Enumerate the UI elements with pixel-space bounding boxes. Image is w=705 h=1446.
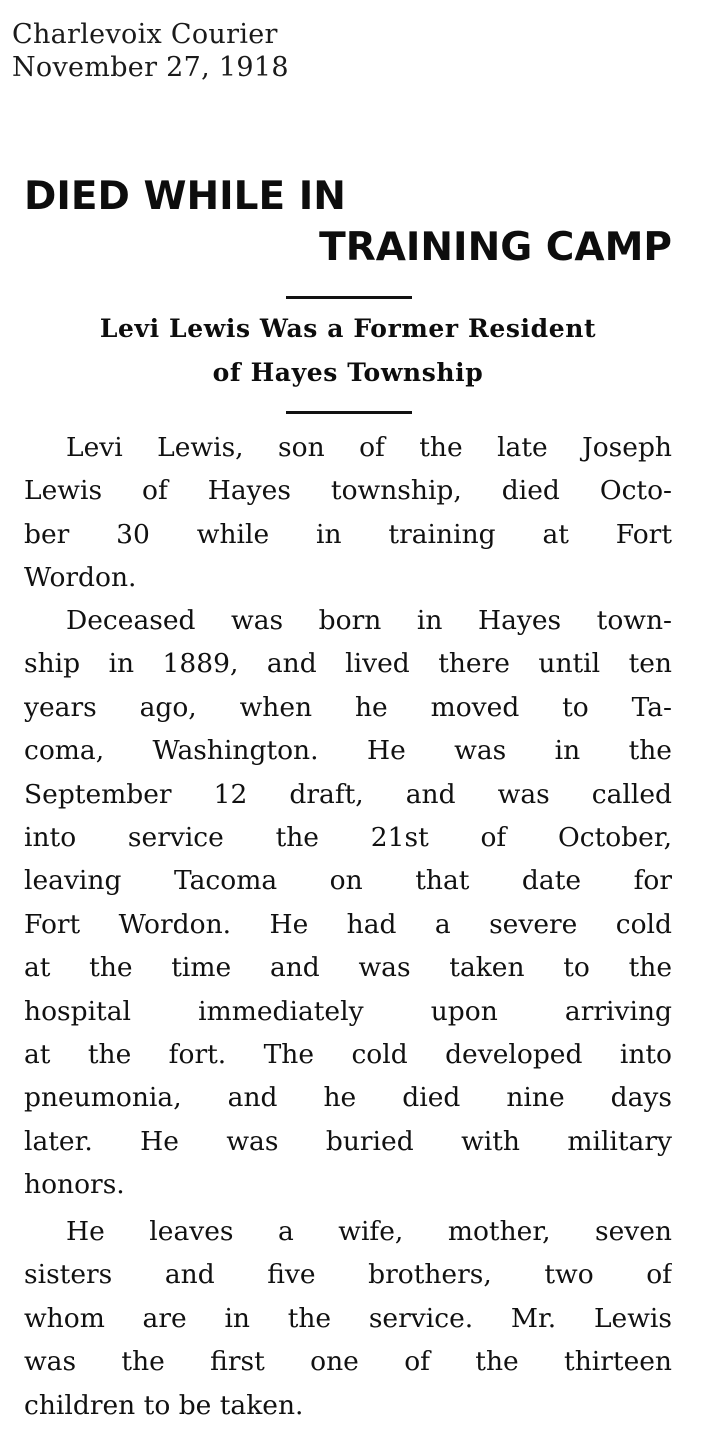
- subheadline-line-2: of Hayes Township: [212, 358, 484, 387]
- divider-rule-bottom: [286, 411, 412, 414]
- article-line: years ago, when he moved to Ta-: [24, 691, 672, 723]
- article-line: at the fort. The cold developed into: [24, 1038, 672, 1070]
- article-line: coma, Washington. He was in the: [24, 735, 672, 767]
- article-line: hospital immediately upon arriving: [24, 995, 672, 1027]
- article-line: Fort Wordon. He had a severe cold: [24, 908, 672, 940]
- article-paragraph-1: [24, 426, 672, 600]
- article-paragraph-3: [24, 1210, 672, 1427]
- subheadline-line-1: Levi Lewis Was a Former Resident: [99, 314, 597, 343]
- article-line: ber 30 while in training at Fort: [24, 518, 672, 550]
- article-line: sisters and five brothers, two of: [24, 1259, 672, 1291]
- article-line: honors.: [24, 1169, 125, 1201]
- article-line: leaving Tacoma on that date for: [24, 865, 672, 897]
- publication-date: November 27, 1918: [12, 52, 289, 83]
- article-paragraph-2: [24, 599, 672, 1206]
- article-line: He leaves a wife, mother, seven: [66, 1216, 672, 1247]
- article-line: whom are in the service. Mr. Lewis: [24, 1302, 672, 1334]
- article-line: later. He was buried with military: [24, 1125, 672, 1157]
- article-line: was the first one of the thirteen: [24, 1346, 672, 1378]
- divider-rule-top: [286, 296, 412, 299]
- newspaper-name: Charlevoix Courier: [12, 19, 278, 50]
- article-line: children to be taken.: [24, 1389, 304, 1421]
- headline-line-1: DIED WHILE IN: [24, 174, 346, 219]
- article-line: at the time and was taken to the: [24, 952, 672, 984]
- article-line: Levi Lewis, son of the late Joseph: [66, 432, 672, 463]
- article-line: September 12 draft, and was called: [24, 778, 672, 810]
- article-line: into service the 21st of October,: [24, 821, 672, 853]
- article-line: Wordon.: [24, 562, 137, 594]
- article-line: Deceased was born in Hayes town-: [66, 605, 672, 636]
- clipping-source: [12, 18, 289, 84]
- article-line: Lewis of Hayes township, died Octo-: [24, 475, 672, 507]
- headline-line-2: TRAINING CAMP: [319, 225, 672, 270]
- article-line: pneumonia, and he died nine days: [24, 1082, 672, 1114]
- article-line: ship in 1889, and lived there until ten: [24, 648, 672, 680]
